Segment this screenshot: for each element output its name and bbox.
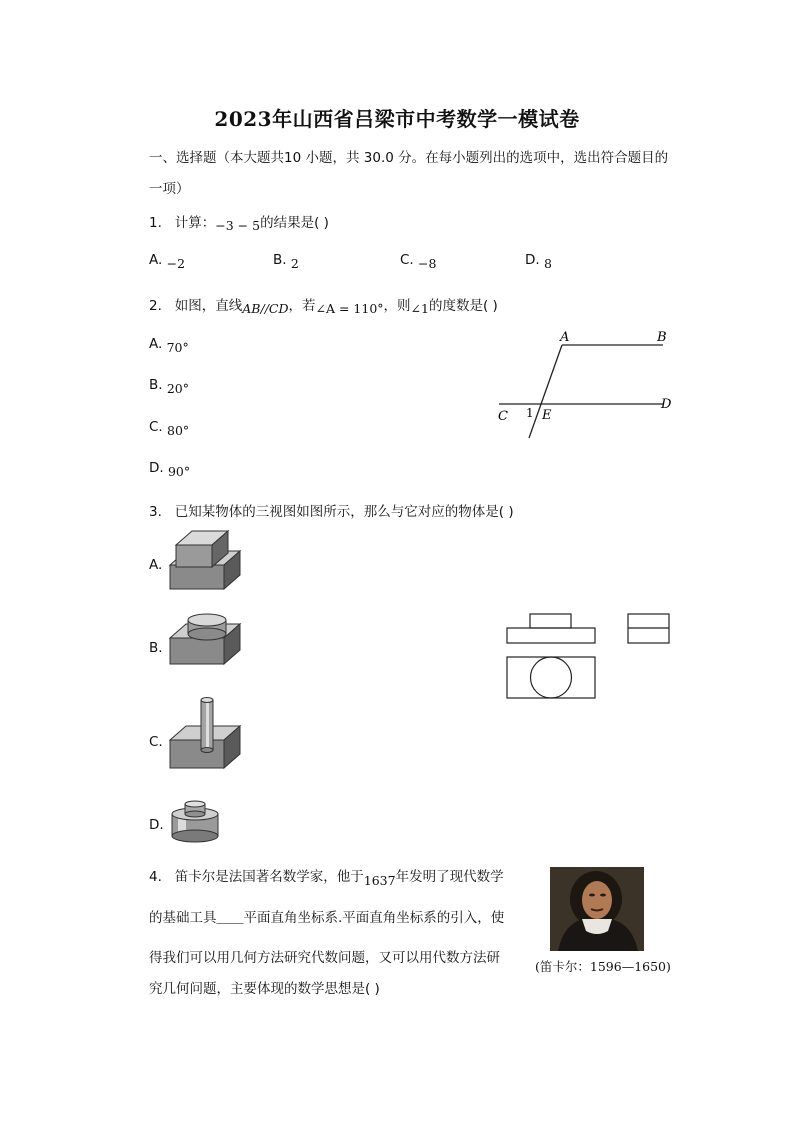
option-value: 90° bbox=[167, 464, 191, 479]
q1-option-a[interactable] bbox=[149, 252, 186, 271]
option-letter: A. bbox=[149, 557, 163, 573]
question-2-expression-angle-a: ∠A = 110° bbox=[315, 301, 384, 316]
front-view-base bbox=[507, 628, 595, 643]
label-a: A bbox=[560, 330, 570, 345]
question-2 bbox=[149, 294, 498, 314]
label-angle-1: 1 bbox=[526, 406, 534, 420]
option-value: 70° bbox=[166, 340, 189, 355]
option-value: −2 bbox=[166, 256, 186, 271]
label-e: E bbox=[542, 408, 552, 423]
q3-option-b[interactable] bbox=[149, 640, 163, 656]
option-letter: C. bbox=[149, 734, 163, 750]
label-c: C bbox=[498, 409, 508, 424]
option-letter: B. bbox=[149, 377, 163, 393]
page-title: 2023年山西省吕梁市中考数学一模试卷 bbox=[214, 107, 580, 131]
label-d: D bbox=[661, 397, 672, 412]
question-1-suffix: 的结果是( ) bbox=[260, 215, 329, 231]
question-4-line-3: 得我们可以用几何方法研究代数问题，又可以用代数方法研 bbox=[149, 950, 500, 966]
option-value: 2 bbox=[290, 256, 299, 271]
question-4-line-4: 究几何问题，主要体现的数学思想是( ) bbox=[149, 981, 380, 997]
question-4-text: 年发明了现代数学 bbox=[395, 869, 504, 885]
q3-option-c-image bbox=[166, 694, 248, 782]
question-2-expression-ab-cd: AB//CD bbox=[242, 301, 289, 316]
question-4-line-1 bbox=[149, 865, 504, 888]
option-letter: D. bbox=[149, 460, 164, 476]
descartes-portrait bbox=[550, 867, 644, 951]
q1-option-c[interactable] bbox=[400, 252, 437, 271]
option-letter: B. bbox=[149, 640, 163, 656]
option-letter: C. bbox=[400, 252, 414, 268]
q3-option-b-image bbox=[166, 612, 248, 674]
portrait-caption: (笛卡尔：1596—1650) bbox=[535, 959, 671, 974]
q3-option-a[interactable] bbox=[149, 557, 162, 573]
question-number: 3. bbox=[149, 504, 162, 520]
section-header-line2: 一项） bbox=[149, 181, 190, 197]
q1-option-b[interactable] bbox=[273, 252, 299, 271]
question-number: 2. bbox=[149, 298, 162, 314]
question-4-line-2: 的基础工具＿＿平面直角坐标系.平面直角坐标系的引入，使 bbox=[149, 910, 505, 926]
question-1-expression: −3 − 5 bbox=[215, 218, 261, 233]
q3-option-d[interactable] bbox=[149, 817, 164, 833]
question-2-text: ，则 bbox=[383, 298, 411, 314]
section-header-line1: 一、选择题（本大题共10 小题，共 30.0 分。在每小题列出的选项中，选出符合题目的 bbox=[149, 150, 669, 166]
q3-option-d-image bbox=[166, 800, 226, 846]
question-2-text: ，若 bbox=[288, 298, 316, 314]
question-1-prefix: 计算： bbox=[174, 215, 216, 231]
option-letter: A. bbox=[149, 252, 163, 268]
question-4-text: 笛卡尔是法国著名数学家，他于 bbox=[174, 869, 364, 885]
three-view-figure bbox=[500, 605, 680, 705]
q2-option-d[interactable] bbox=[149, 460, 191, 479]
option-value: 20° bbox=[166, 381, 190, 396]
option-value: −8 bbox=[418, 256, 437, 271]
q2-option-c[interactable] bbox=[149, 419, 190, 438]
option-letter: C. bbox=[149, 419, 163, 435]
top-view bbox=[507, 657, 595, 698]
option-letter: A. bbox=[149, 336, 163, 352]
question-number: 1. bbox=[149, 215, 162, 231]
front-view-top bbox=[530, 614, 571, 628]
option-value: 8 bbox=[543, 256, 552, 271]
option-letter: D. bbox=[525, 252, 540, 268]
option-value: 80° bbox=[167, 423, 190, 438]
transversal-line bbox=[529, 345, 562, 438]
option-letter: D. bbox=[149, 817, 164, 833]
label-b: B bbox=[657, 330, 667, 345]
option-letter: B. bbox=[273, 252, 287, 268]
parallel-lines-figure bbox=[490, 325, 690, 445]
q2-option-b[interactable] bbox=[149, 377, 190, 396]
question-2-text: 的度数是( ) bbox=[428, 298, 498, 314]
question-4-year: 1637 bbox=[363, 873, 396, 888]
q2-option-a[interactable] bbox=[149, 336, 189, 355]
question-3 bbox=[149, 500, 514, 520]
question-1 bbox=[149, 211, 329, 231]
question-3-text: 已知某物体的三视图如图所示，那么与它对应的物体是( ) bbox=[174, 504, 514, 520]
question-2-expression-angle-1: ∠1 bbox=[410, 301, 429, 316]
q3-option-a-image bbox=[166, 527, 248, 597]
q3-option-c[interactable] bbox=[149, 734, 163, 750]
q1-option-d[interactable] bbox=[525, 252, 552, 271]
question-2-text: 如图，直线 bbox=[174, 298, 243, 314]
question-number: 4. bbox=[149, 869, 162, 885]
